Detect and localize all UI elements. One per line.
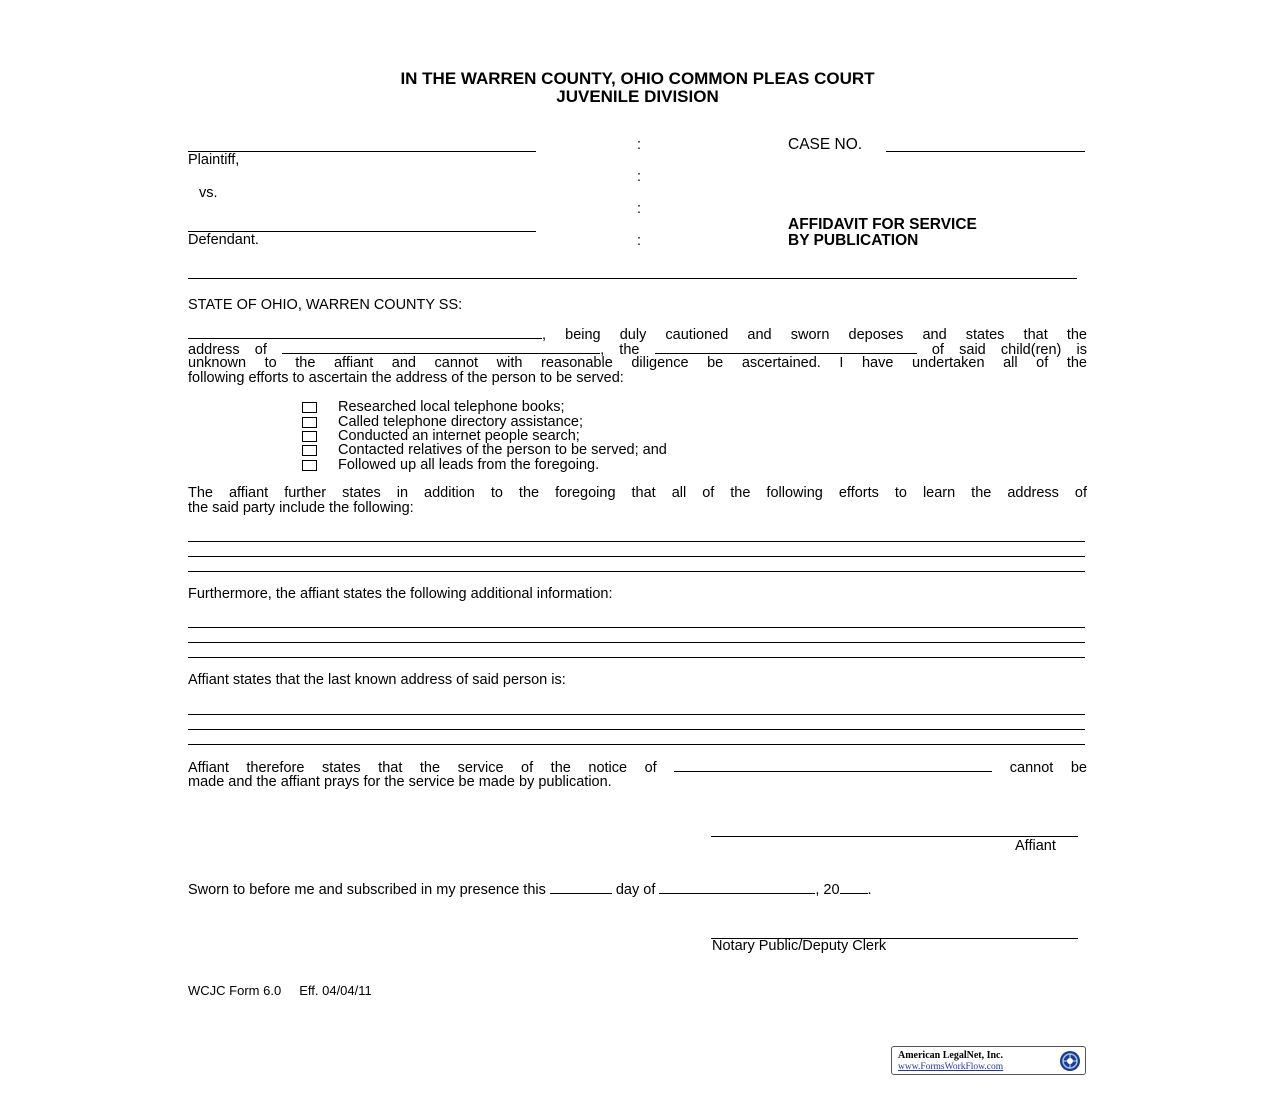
affiant-statement-line-3: unknown to the affiant and cannot with reasonable diligence be ascertained. I have undertaken all of the — [188, 355, 1087, 371]
service-request-line-2: made and the affiant prays for the service be made by publication. — [188, 773, 612, 790]
last-known-address-line[interactable] — [188, 714, 1085, 715]
affiant-label: Affiant — [1015, 838, 1056, 854]
affiant-statement-line-2 — [188, 342, 1087, 357]
caption-divider — [188, 278, 1077, 279]
court-name: IN THE WARREN COUNTY, OHIO COMMON PLEAS COURT — [400, 69, 875, 88]
checkbox[interactable] — [302, 417, 317, 428]
court-division: JUVENILE DIVISION — [556, 87, 719, 106]
further-efforts-line-2: the said party include the following: — [188, 499, 414, 516]
address-of-field[interactable] — [282, 342, 600, 354]
sworn-statement — [188, 882, 872, 898]
vs-label: vs. — [199, 185, 218, 201]
defendant-label: Defendant. — [188, 232, 259, 248]
month-field[interactable] — [659, 882, 815, 894]
globe-logo-icon — [1059, 1050, 1081, 1072]
service-request-paragraph — [188, 760, 1087, 789]
notice-of-field[interactable] — [674, 760, 992, 772]
additional-info-line[interactable] — [188, 657, 1085, 658]
sworn-text: . — [867, 882, 872, 898]
checkbox[interactable] — [302, 460, 317, 471]
vendor-name: American LegalNet, Inc. — [898, 1050, 1003, 1061]
checkbox-item[interactable] — [302, 415, 583, 429]
form-id: WCJC Form 6.0 Eff. 04/04/11 — [188, 983, 372, 998]
year-field[interactable] — [840, 882, 868, 894]
checkbox[interactable] — [302, 431, 317, 442]
caption-colon: : — [637, 169, 642, 185]
statement-text: , being duly cautioned and sworn deposes and states that the — [542, 327, 1087, 343]
checkbox-item[interactable] — [302, 458, 599, 472]
vendor-url[interactable]: www.FormsWorkFlow.com — [898, 1062, 1004, 1072]
checkbox-item[interactable] — [302, 429, 580, 443]
checkbox[interactable] — [302, 445, 317, 456]
checkbox-label: Called telephone directory assistance; — [338, 414, 584, 430]
last-known-address-line[interactable] — [188, 744, 1085, 745]
checkbox[interactable] — [302, 402, 317, 413]
additional-info-heading: Furthermore, the affiant states the following additional information: — [188, 586, 613, 602]
service-text: cannot be — [1009, 760, 1087, 776]
plaintiff-name-line[interactable] — [188, 151, 536, 152]
case-number-label: CASE NO. — [788, 136, 863, 153]
efforts-line[interactable] — [188, 571, 1085, 572]
relationship-field[interactable] — [655, 342, 917, 354]
document-title-line2: BY PUBLICATION — [788, 232, 919, 249]
checkbox-label: Researched local telephone books; — [338, 399, 565, 415]
further-efforts-paragraph — [188, 486, 1087, 515]
vendor-badge[interactable] — [891, 1046, 1086, 1075]
day-field[interactable] — [550, 882, 612, 894]
affiant-statement — [188, 327, 1087, 385]
venue-line: STATE OF OHIO, WARREN COUNTY SS: — [188, 297, 463, 313]
affiant-signature-line[interactable] — [711, 836, 1078, 837]
caption-colon: : — [637, 201, 642, 217]
plaintiff-label: Plaintiff, — [188, 152, 240, 168]
statement-text: , the — [600, 341, 640, 358]
checkbox-item[interactable] — [302, 443, 667, 457]
service-request-line-1 — [188, 760, 1087, 775]
checkbox-item[interactable] — [302, 400, 565, 414]
affiant-name-field[interactable] — [188, 327, 542, 339]
efforts-line[interactable] — [188, 556, 1085, 557]
additional-info-line[interactable] — [188, 627, 1085, 628]
service-text: Affiant therefore states that the service of the notice of — [188, 760, 657, 776]
sworn-text: day of — [615, 882, 656, 898]
notary-label: Notary Public/Deputy Clerk — [712, 938, 887, 954]
sworn-text: , 20 — [815, 882, 840, 898]
statement-text: address of — [188, 341, 267, 358]
checkbox-label: Conducted an internet people search; — [338, 428, 580, 444]
affiant-statement-line-1 — [188, 327, 1087, 342]
last-known-address-line[interactable] — [188, 729, 1085, 730]
affiant-statement-line-4: following efforts to ascertain the address of the person to be served: — [188, 369, 624, 386]
last-known-address-heading: Affiant states that the last known address of said person is: — [188, 672, 566, 688]
statement-text: of said child(ren) is — [931, 341, 1088, 358]
efforts-line[interactable] — [188, 541, 1085, 542]
caption-colon: : — [637, 233, 642, 249]
further-efforts-line-1: The affiant further states in addition to the foregoing that all of the following efforts to learn the address of — [188, 485, 1087, 501]
additional-info-line[interactable] — [188, 642, 1085, 643]
case-number-field[interactable] — [886, 151, 1085, 152]
checkbox-label: Contacted relatives of the person to be served; and — [338, 442, 667, 458]
sworn-text: Sworn to before me and subscribed in my presence this — [188, 882, 546, 898]
checkbox-label: Followed up all leads from the foregoing. — [338, 457, 600, 473]
document-title: AFFIDAVIT FOR SERVICE — [788, 216, 977, 233]
caption-colon: : — [637, 137, 642, 153]
